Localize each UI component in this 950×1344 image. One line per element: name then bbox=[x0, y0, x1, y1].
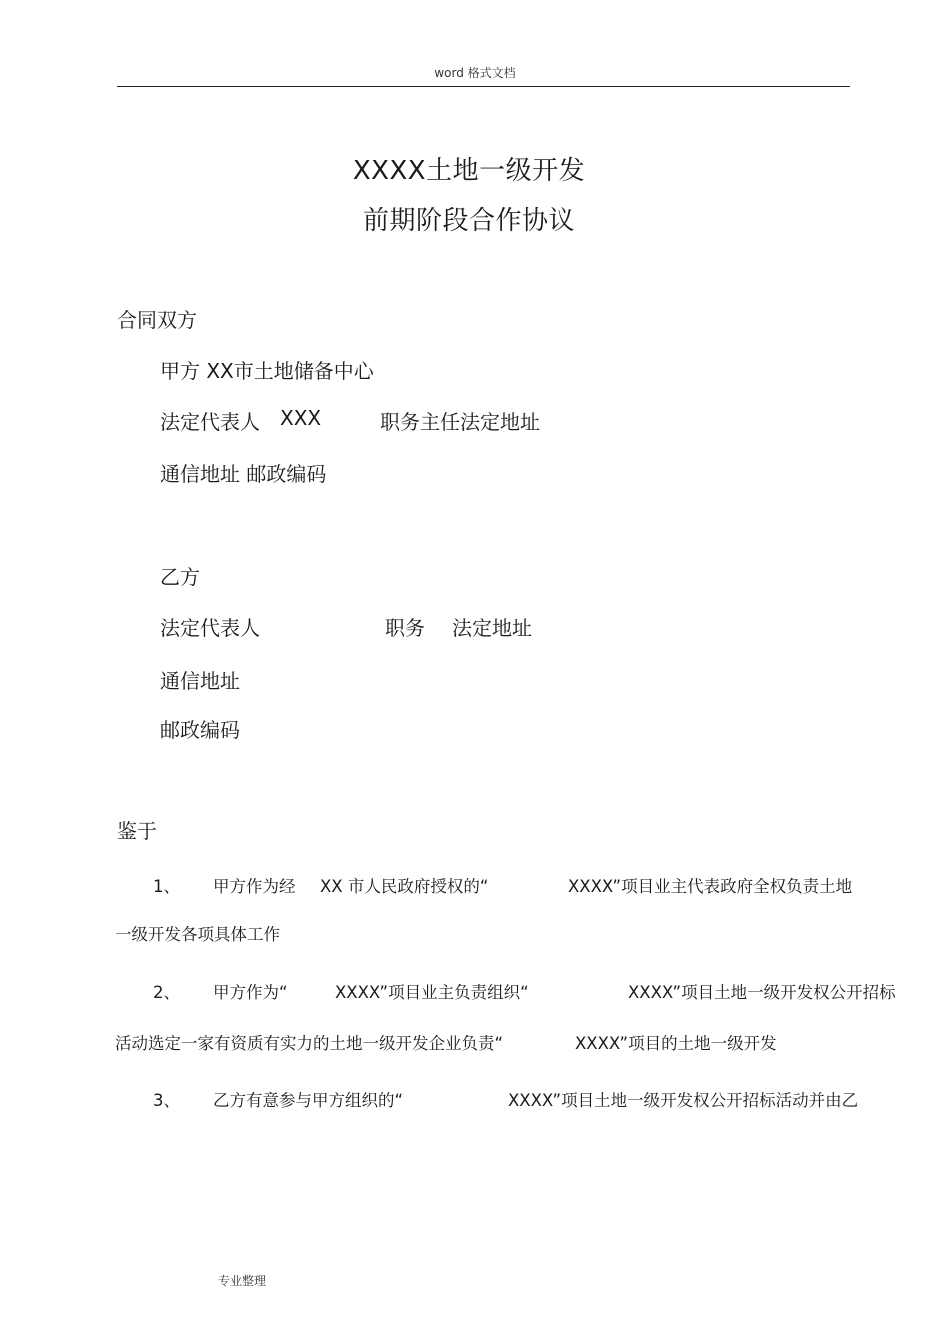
party-b-contact-address: 通信地址 bbox=[160, 669, 240, 693]
page-header: word 格式文档 bbox=[434, 66, 516, 80]
whereas-item-2-text-c: XXXX”项目土地一级开发权公开招标 bbox=[628, 983, 896, 1002]
whereas-item-2-continuation-b: XXXX”项目的土地一级开发 bbox=[575, 1034, 777, 1053]
whereas-item-1-text-b: XX 市人民政府授权的“ bbox=[320, 877, 489, 896]
party-a-name: 甲方 XX市土地储备中心 bbox=[160, 359, 374, 383]
page-footer: 专业整理 bbox=[218, 1274, 267, 1288]
party-b-postcode: 邮政编码 bbox=[160, 718, 240, 742]
whereas-item-2-text-a: 甲方作为“ bbox=[213, 983, 288, 1002]
whereas-item-1-text-c: XXXX”项目业主代表政府全权负责土地 bbox=[568, 877, 853, 896]
whereas-item-3-text-a: 乙方有意参与甲方组织的“ bbox=[213, 1091, 404, 1110]
party-b-address-label: 法定地址 bbox=[452, 616, 532, 640]
whereas-item-2-number: 2、 bbox=[153, 983, 180, 1002]
whereas-item-2-text-b: XXXX”项目业主负责组织“ bbox=[335, 983, 529, 1002]
party-a-rep-label: 法定代表人 bbox=[160, 410, 260, 434]
party-a-rep-name: XXX bbox=[280, 406, 322, 430]
document-title-line-1: XXXX土地一级开发 bbox=[352, 156, 586, 186]
party-a-position-address: 职务主任法定地址 bbox=[380, 410, 540, 434]
whereas-item-2-continuation-a: 活动选定一家有资质有实力的土地一级开发企业负责“ bbox=[115, 1034, 504, 1053]
party-b-position-label: 职务 bbox=[385, 616, 425, 640]
whereas-heading: 鉴于 bbox=[117, 819, 157, 843]
whereas-item-3-number: 3、 bbox=[153, 1091, 180, 1110]
header-divider bbox=[117, 86, 850, 87]
party-a-contact: 通信地址 邮政编码 bbox=[160, 462, 327, 486]
whereas-item-1-text-a: 甲方作为经 bbox=[213, 877, 296, 896]
document-title-line-2: 前期阶段合作协议 bbox=[362, 206, 575, 236]
parties-heading: 合同双方 bbox=[117, 308, 197, 332]
whereas-item-1-continuation: 一级开发各项具体工作 bbox=[115, 925, 280, 944]
party-b-name: 乙方 bbox=[160, 565, 200, 589]
whereas-item-3-text-b: XXXX”项目土地一级开发权公开招标活动并由乙 bbox=[508, 1091, 859, 1110]
whereas-item-1-number: 1、 bbox=[153, 877, 180, 896]
party-b-rep-label: 法定代表人 bbox=[160, 616, 260, 640]
